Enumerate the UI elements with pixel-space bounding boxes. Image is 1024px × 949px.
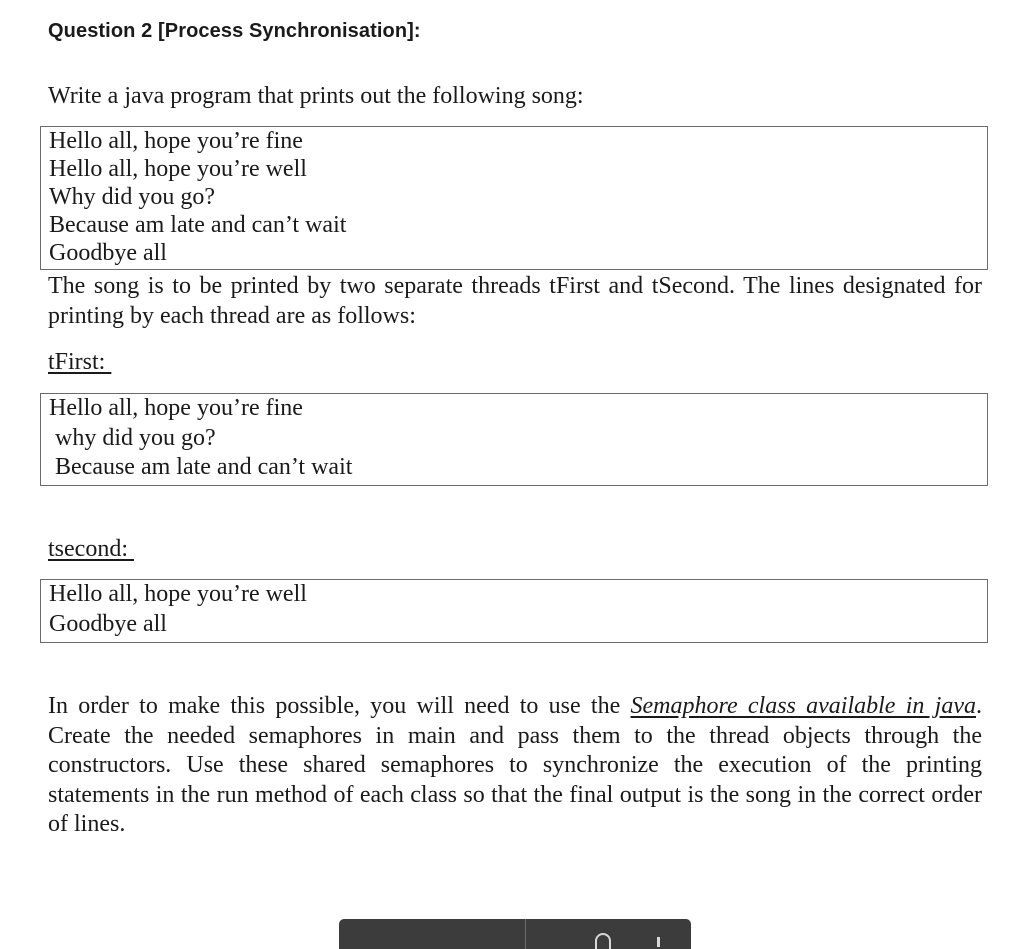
instructions-after-link: . Create the needed semaphores in main and pass them to the thread objects through the constructors. Use these shared semaphores to synchronize the execution of the printing statements in the run method of each class so that the final output is the song in the correct order of lines. [48, 693, 982, 837]
song-box [40, 126, 988, 270]
tfirst-line: why did you go? [49, 424, 216, 451]
question-heading: Question 2 [Process Synchronisation]: [48, 20, 421, 42]
intro-text: Write a java program that prints out the following song: [48, 83, 584, 109]
bottom-toolbar [339, 919, 691, 949]
tsecond-line: Goodbye all [49, 610, 167, 637]
song-line: Because am late and can’t wait [49, 212, 347, 238]
tsecond-box [40, 579, 988, 643]
tfirst-line: Because am late and can’t wait [49, 454, 353, 480]
tsecond-line: Hello all, hope you’re well [49, 581, 307, 607]
song-line: Hello all, hope you’re fine [49, 128, 303, 154]
song-line: Why did you go? [49, 184, 215, 210]
semaphore-class-link[interactable]: Semaphore class available in java [630, 693, 976, 719]
info-icon[interactable] [657, 937, 660, 947]
search-icon[interactable] [595, 933, 611, 949]
instructions-before-link: In order to make this possible, you will need to use the [48, 693, 631, 719]
instructions-paragraph [48, 692, 982, 840]
tsecond-label: tsecond: [48, 536, 134, 562]
song-line: Hello all, hope you’re well [49, 156, 307, 182]
song-line: Goodbye all [49, 240, 167, 266]
tfirst-line: Hello all, hope you’re fine [49, 395, 303, 421]
tfirst-box [40, 393, 988, 486]
tfirst-label: tFirst: [48, 349, 112, 375]
threads-description: The song is to be printed by two separate threads tFirst and tSecond. The lines designated for printing by each thread are as follows: [48, 273, 982, 329]
toolbar-left-segment[interactable] [339, 919, 525, 949]
